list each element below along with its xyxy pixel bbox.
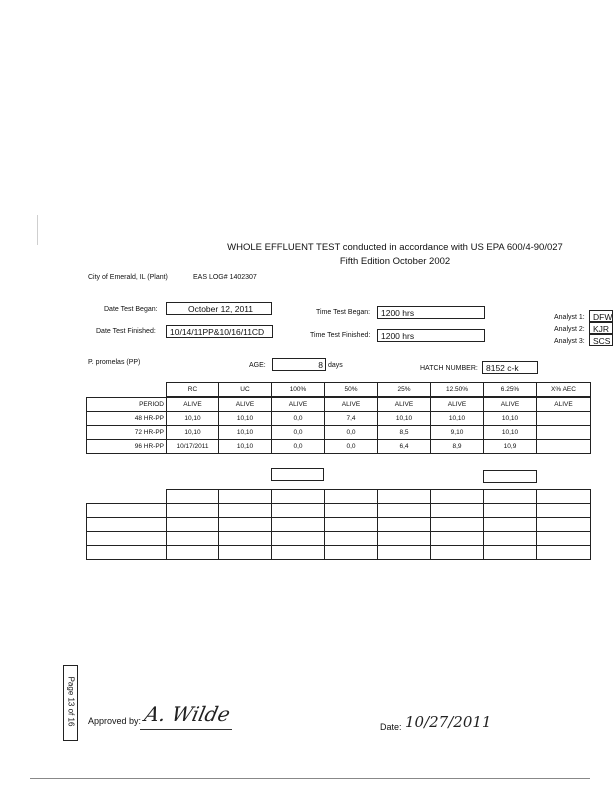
page-number: Page 13 of 16 [66,676,76,727]
table-row [167,383,591,397]
date-finished-label: Date Test Finished: [96,328,156,335]
column-header: X% AEC [537,383,591,397]
table-cell [537,426,591,440]
status-cell: ALIVE [325,398,378,412]
results-table [86,397,591,454]
analyst-1-field[interactable]: DFW [589,310,613,322]
analyst-2-label: Analyst 2: [554,326,585,333]
column-header: 12.50% [431,383,484,397]
table-cell[interactable] [378,532,431,546]
table-cell: 6,4 [378,440,431,454]
bottom-rule [30,778,590,779]
table-row [87,412,591,426]
table-cell[interactable] [219,532,272,546]
table-cell [537,412,591,426]
table-row [87,546,591,560]
analyst-1-label: Analyst 1: [554,314,585,321]
column-header: 50% [325,383,378,397]
table-cell[interactable] [537,504,591,518]
table-cell[interactable] [431,504,484,518]
table-cell: 9,10 [431,426,484,440]
margin-mark [37,215,38,245]
table-cell[interactable] [378,518,431,532]
date-began-label: Date Test Began: [104,306,158,313]
empty-box[interactable] [271,468,324,481]
table-cell[interactable] [219,490,272,504]
time-began-field[interactable]: 1200 hrs [377,306,485,319]
table-cell[interactable] [484,546,537,560]
analyst-3-label: Analyst 3: [554,338,585,345]
table-cell[interactable] [87,518,167,532]
table-cell[interactable] [484,490,537,504]
table-row [87,426,591,440]
table-cell[interactable] [378,546,431,560]
table-cell[interactable] [325,518,378,532]
blank-grid [86,489,591,560]
eas-log: EAS LOG# 1402307 [193,274,257,281]
row-label: 96 HR-PP [87,440,167,454]
status-cell: ALIVE [167,398,219,412]
table-cell: 0,0 [272,412,325,426]
period-label: PERIOD [87,398,167,412]
table-row [87,398,591,412]
table-cell[interactable] [167,518,219,532]
column-header: 6.25% [484,383,537,397]
column-header: RC [167,383,219,397]
column-header: 25% [378,383,431,397]
time-began-label: Time Test Began: [316,309,371,316]
report-subtitle: Fifth Edition October 2002 [339,256,451,267]
page-tab [63,665,78,741]
organism-name: P. promelas (PP) [88,359,141,366]
table-cell: 10,10 [219,426,272,440]
approval-date: 10/27/2011 [405,713,492,731]
table-cell[interactable] [272,518,325,532]
status-cell: ALIVE [378,398,431,412]
approver-signature: A. Wilde [142,702,233,726]
results-header-table [166,382,591,397]
table-cell: 0,0 [325,426,378,440]
table-cell[interactable] [484,504,537,518]
status-cell: ALIVE [219,398,272,412]
table-cell: 0,0 [272,440,325,454]
table-cell[interactable] [219,504,272,518]
table-cell: 7,4 [325,412,378,426]
signature-line [140,729,232,730]
table-cell: 10,10 [431,412,484,426]
table-cell[interactable] [219,546,272,560]
table-cell: 0,0 [272,426,325,440]
table-cell[interactable] [87,546,167,560]
table-cell[interactable] [537,518,591,532]
table-cell[interactable] [378,490,431,504]
table-cell[interactable] [167,546,219,560]
column-header: 100% [272,383,325,397]
status-cell: ALIVE [272,398,325,412]
table-cell[interactable] [537,490,591,504]
table-cell[interactable] [219,518,272,532]
age-unit: days [328,362,343,369]
table-cell[interactable] [537,532,591,546]
hatch-field[interactable]: 8152 c-k [482,361,538,374]
table-cell[interactable] [325,546,378,560]
status-cell: ALIVE [431,398,484,412]
table-cell[interactable] [272,532,325,546]
table-cell[interactable] [167,504,219,518]
table-cell [87,490,167,504]
table-row [87,518,591,532]
table-cell: 10,9 [484,440,537,454]
column-header: UC [219,383,272,397]
table-cell: 10,10 [484,412,537,426]
table-cell[interactable] [272,504,325,518]
analyst-3-field[interactable]: SCS [589,334,613,346]
empty-box[interactable] [483,470,537,483]
table-cell [537,440,591,454]
table-cell[interactable] [537,546,591,560]
table-cell[interactable] [167,532,219,546]
table-cell[interactable] [87,504,167,518]
approved-label: Approved by: [88,716,142,726]
table-cell: 10,10 [167,412,219,426]
table-cell: 10,10 [167,426,219,440]
table-row [87,440,591,454]
date-label: Date: [380,722,402,732]
table-cell: 8,5 [378,426,431,440]
table-cell[interactable] [325,490,378,504]
row-label: 48 HR-PP [87,412,167,426]
date-began-field[interactable]: October 12, 2011 [166,302,272,315]
table-cell: 10,10 [219,440,272,454]
table-cell[interactable] [431,532,484,546]
table-cell: 10/17/2011 [167,440,219,454]
row-label: 72 HR-PP [87,426,167,440]
analyst-2-field[interactable]: KJR [589,322,613,334]
hatch-label: HATCH NUMBER: [420,365,478,372]
table-cell: 10,10 [219,412,272,426]
table-cell[interactable] [325,532,378,546]
status-cell: ALIVE [484,398,537,412]
table-cell[interactable] [325,504,378,518]
age-field[interactable]: 8 [272,358,326,371]
table-cell: 0,0 [325,440,378,454]
age-label: AGE: [249,362,266,369]
table-cell[interactable] [167,490,219,504]
table-cell: 10,10 [484,426,537,440]
table-cell[interactable] [431,546,484,560]
table-cell[interactable] [484,518,537,532]
table-cell[interactable] [87,532,167,546]
status-cell: ALIVE [537,398,591,412]
table-cell[interactable] [272,490,325,504]
table-cell[interactable] [431,490,484,504]
client-name: City of Emerald, IL (Plant) [88,274,168,281]
date-finished-field[interactable]: 10/14/11PP&10/16/11CD [166,325,273,338]
table-cell[interactable] [431,518,484,532]
table-cell: 8,9 [431,440,484,454]
table-cell[interactable] [378,504,431,518]
table-row [87,532,591,546]
table-cell[interactable] [484,532,537,546]
time-finished-field[interactable]: 1200 hrs [377,329,485,342]
table-cell: 10,10 [378,412,431,426]
table-cell[interactable] [272,546,325,560]
table-row [87,504,591,518]
report-title: WHOLE EFFLUENT TEST conducted in accordance with US EPA 600/4-90/027 [227,242,563,253]
time-finished-label: Time Test Finished: [310,332,371,339]
table-row [87,490,591,504]
